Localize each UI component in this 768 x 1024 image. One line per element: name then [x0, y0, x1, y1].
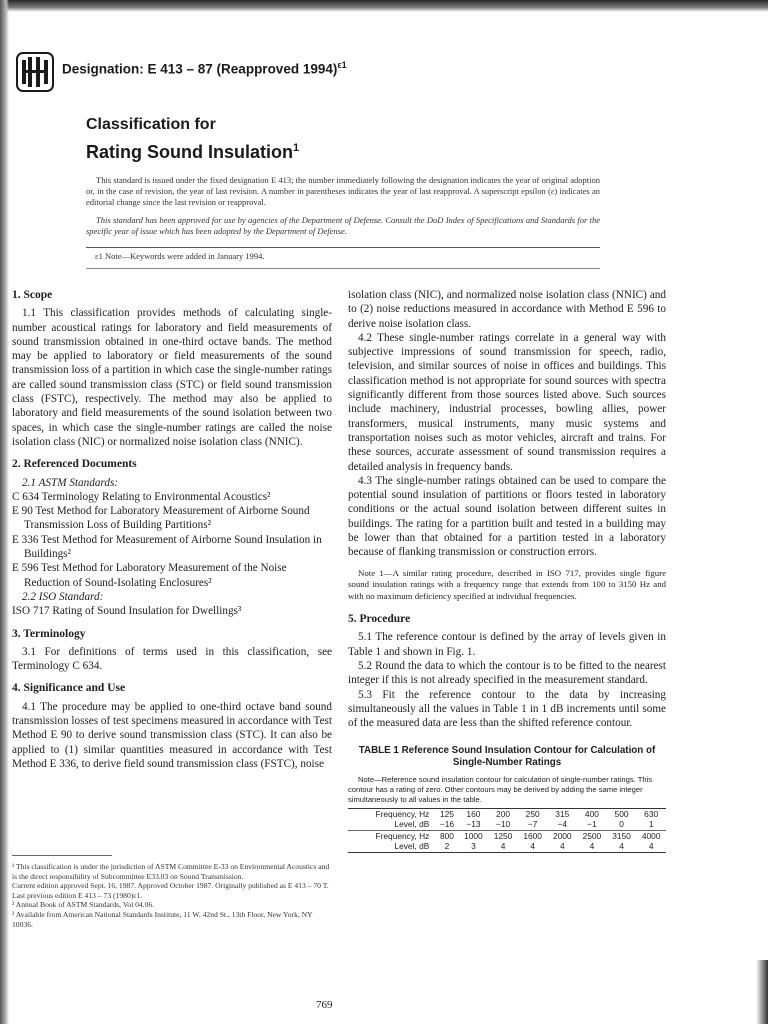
table-1-row-label: Frequency, Hz	[375, 808, 430, 819]
table-1-cell: 0	[619, 819, 624, 830]
table-1-cell: 4	[648, 841, 654, 852]
table-1-cell: 250	[525, 808, 540, 819]
table-1-cell: −1	[587, 819, 597, 830]
table-1-cell: 2000	[547, 830, 577, 841]
para-5-2: 5.2 Round the data to which the contour is to be fitted to the nearest integer if this is not already specified in the measurement standard.	[348, 660, 666, 687]
designation-line	[62, 60, 347, 77]
table-1-row-label: Level, dB	[394, 841, 430, 852]
table-1-cell: 315	[555, 808, 570, 819]
scan-top-band	[0, 0, 768, 12]
table-1-cell: 4	[530, 841, 535, 852]
procedure-heading: 5. Procedure	[348, 613, 411, 626]
iso-standard-label: 2.2 ISO Standard:	[22, 590, 104, 603]
table-1-cell: 3	[471, 841, 476, 852]
refdocs-heading: 2. Referenced Documents	[12, 458, 137, 471]
table-1-grid	[348, 808, 666, 853]
standard-intro	[86, 175, 600, 244]
terminology-heading: 3. Terminology	[12, 627, 86, 640]
table-1	[348, 745, 666, 853]
ref-c634: C 634 Terminology Relating to Environmental Acoustics²	[12, 490, 271, 503]
designation-text: Designation: E 413 – 87 (Reapproved 1994)	[62, 61, 338, 77]
astm-standards-label: 2.1 ASTM Standards:	[22, 476, 119, 489]
table-1-cell: 2	[444, 841, 450, 852]
document-title	[86, 115, 299, 164]
footnote-3: ³ Available from American National Standards Institute, 11 W. 42nd St., 13th Floor, New York, NY 10036.	[12, 909, 313, 929]
table-1-cell: 630	[644, 808, 659, 819]
footnote-1: ¹ This classification is under the jurisdiction of ASTM Committee E-33 on Environmental Acoustics and is the direct responsibility of Subcommittee E33.03 on Sound Transmission.	[12, 862, 330, 881]
ref-e596: E 596 Test Method for Laboratory Measurement of the Noise Reduction of Sound-Isolating Enclosures²	[12, 562, 287, 589]
epsilon-note: ε1 Note—Keywords were added in January 1994.	[95, 251, 265, 261]
footnote-edition: Current edition approved Sept. 16, 1987. Approved October 1987. Originally published as E 413 – 70 T. Last previous edition E 413 – 73 (1980)ε1.	[12, 881, 329, 900]
intro-rule-bottom	[86, 268, 600, 269]
table-1-cell: 1000	[459, 830, 489, 841]
para-5-1: 5.1 The reference contour is defined by the array of levels given in Table 1 and shown in Fig. 1.	[348, 631, 666, 658]
left-column	[12, 288, 332, 771]
ref-e336: E 336 Test Method for Measurement of Airborne Sound Insulation in Buildings²	[12, 533, 322, 561]
table-1-cell: 160	[466, 808, 481, 819]
table-1-cell: 4	[589, 841, 595, 852]
table-1-cell: −4	[557, 819, 568, 830]
table-1-cell: 1	[648, 819, 654, 830]
table-1-title: TABLE 1 Reference Sound Insulation Contour for Calculation of Single-Number Ratings	[358, 744, 656, 768]
page-number: 769	[316, 999, 333, 1011]
para-1-1: 1.1 This classification provides methods of calculating single-number acoustical ratings for laboratory and field measurements of sound transmission obtained in one-third octave bands. The method may be applied to laboratory or field measurements of the sound transmission loss of a partition in which case the single-number ratings are called sound transmission class (STC) or field sound transmission class (FSTC), respectively. The method may also be applied to laboratory and field measurements of the sound isolation between two spaces, in which case the single-number ratings are called the noise isolation class (NIC) or normalized noise isolation class (NNIC).	[12, 307, 332, 448]
para-3-1: 3.1 For definitions of terms used in this classification, see Terminology C 634.	[12, 645, 332, 673]
table-1-row	[348, 841, 666, 852]
table-1-cell: 4	[619, 841, 624, 852]
title-line-2-wrap	[86, 136, 299, 164]
table-1-row	[348, 808, 666, 819]
table-1-cell: −16	[439, 819, 455, 830]
table-1-cell: 4	[559, 841, 565, 852]
table-1-row-label: Frequency, Hz	[348, 830, 435, 841]
table-1-cell: 1600	[518, 830, 548, 841]
table-1-cell: 4	[500, 841, 506, 852]
table-1-row	[348, 819, 666, 830]
table-1-cell: 4000	[636, 830, 666, 841]
intro-dod-approval: This standard has been approved for use by agencies of the Department of Defense. Consult the DoD Index of Specifications and Standards for the specific year of issue which has been adopted by the Department of Defense.	[86, 215, 600, 236]
title-footnote-mark: 1	[292, 142, 300, 154]
table-1-note: Note—Reference sound insulation contour for calculation of single-number ratings. This contour has a rating of zero. Other contours may be derived by adding the same integer simultaneously to all values in the table.	[348, 774, 653, 804]
table-1-cell: 3150	[607, 830, 637, 841]
astm-logo	[16, 52, 54, 92]
table-1-cell: 800	[435, 830, 458, 841]
intro-issuance: This standard is issued under the fixed designation E 413; the number immediately following the designation indicates the year of original adoption or, in the case of revision, the year of last revision. A number in parentheses indicates the year of last reapproval. A superscript epsilon (ε) indicates an editorial change since the last revision or reapproval.	[86, 175, 600, 207]
table-1-cell: 2500	[577, 830, 607, 841]
ref-iso717: ISO 717 Rating of Sound Insulation for Dwellings³	[12, 605, 242, 618]
scan-left-edge	[0, 0, 9, 1024]
table-1-cell: 125	[439, 808, 454, 819]
table-1-cell: 500	[614, 808, 629, 819]
scope-heading: 1. Scope	[12, 289, 53, 301]
note-1: Note 1—A similar rating procedure, described in ISO 717, provides single figure sound insulation ratings with a frequency range that extends from 100 to 3150 Hz and with no maximum deficiency specified at individual frequencies.	[348, 567, 666, 601]
significance-heading: 4. Significance and Use	[12, 682, 126, 695]
ref-e90: E 90 Test Method for Laboratory Measurement of Airborne Sound Transmission Loss of Building Partitions²	[12, 505, 310, 532]
designation-epsilon: ε1	[337, 60, 347, 70]
table-1-cell: 200	[496, 808, 511, 819]
right-column	[348, 288, 666, 853]
footnote-2: ² Annual Book of ASTM Standards, Vol 04.06.	[12, 900, 155, 910]
table-1-cell: −7	[527, 819, 538, 830]
footnotes	[12, 862, 330, 929]
para-4-1: 4.1 The procedure may be applied to one-third octave band sound transmission losses of test specimens measured in accordance with Test Method E 90 to derive sound transmission class (STC). It can also be applied to (1) similar quantities measured in accordance with Test Method E 336, to derive field sound transmission class (FSTC), noise	[12, 700, 332, 770]
para-5-3: 5.3 Fit the reference contour to the data by increasing simultaneously all the values in Table 1 in 1 dB increments until some of the measured data are less than the shifted reference contour.	[348, 688, 666, 730]
title-line-2: Rating Sound Insulation	[86, 142, 293, 162]
intro-rule	[86, 247, 600, 248]
title-line-1: Classification for	[86, 116, 216, 133]
table-1-row	[348, 830, 666, 841]
para-4-3: 4.3 The single-number ratings obtained can be used to compare the potential sound insulation of partitions or floors tested in laboratory conditions or the actual sound isolation between different suites in buildings. The rating for a partition built and tested in a building may be lower than that obtained for a partition tested in a laboratory because of flanking transmission or construction errors.	[348, 474, 666, 559]
table-1-cell: −10	[495, 819, 511, 830]
table-1-cell: 400	[584, 808, 599, 819]
table-1-row-label: Level, dB	[394, 819, 430, 830]
table-1-cell: −13	[466, 819, 481, 830]
footnote-rule	[12, 855, 112, 856]
table-1-cell: 1250	[488, 830, 518, 841]
para-4-2: 4.2 These single-number ratings correlate in a general way with subjective impressions of sound transmission for speech, radio, television, and similar sources of noise in offices and buildings. This classification method is not appropriate for sound sources with spectra significantly different from those sources listed above. Such sources include machinery, industrial processes, bowling allies, power transformers, musical instruments, many music systems and transportation noises such as motor vehicles, aircraft and trains. For these sources, accurate assessment of sound transmission requires a detailed analysis in frequency bands.	[348, 331, 666, 473]
para-4-1-continued: isolation class (NIC), and normalized noise isolation class (NNIC) and to (2) noise reductions measured in accordance with Method E 596 to derive noise isolation class.	[348, 289, 666, 330]
scan-right-edge	[756, 960, 768, 1024]
